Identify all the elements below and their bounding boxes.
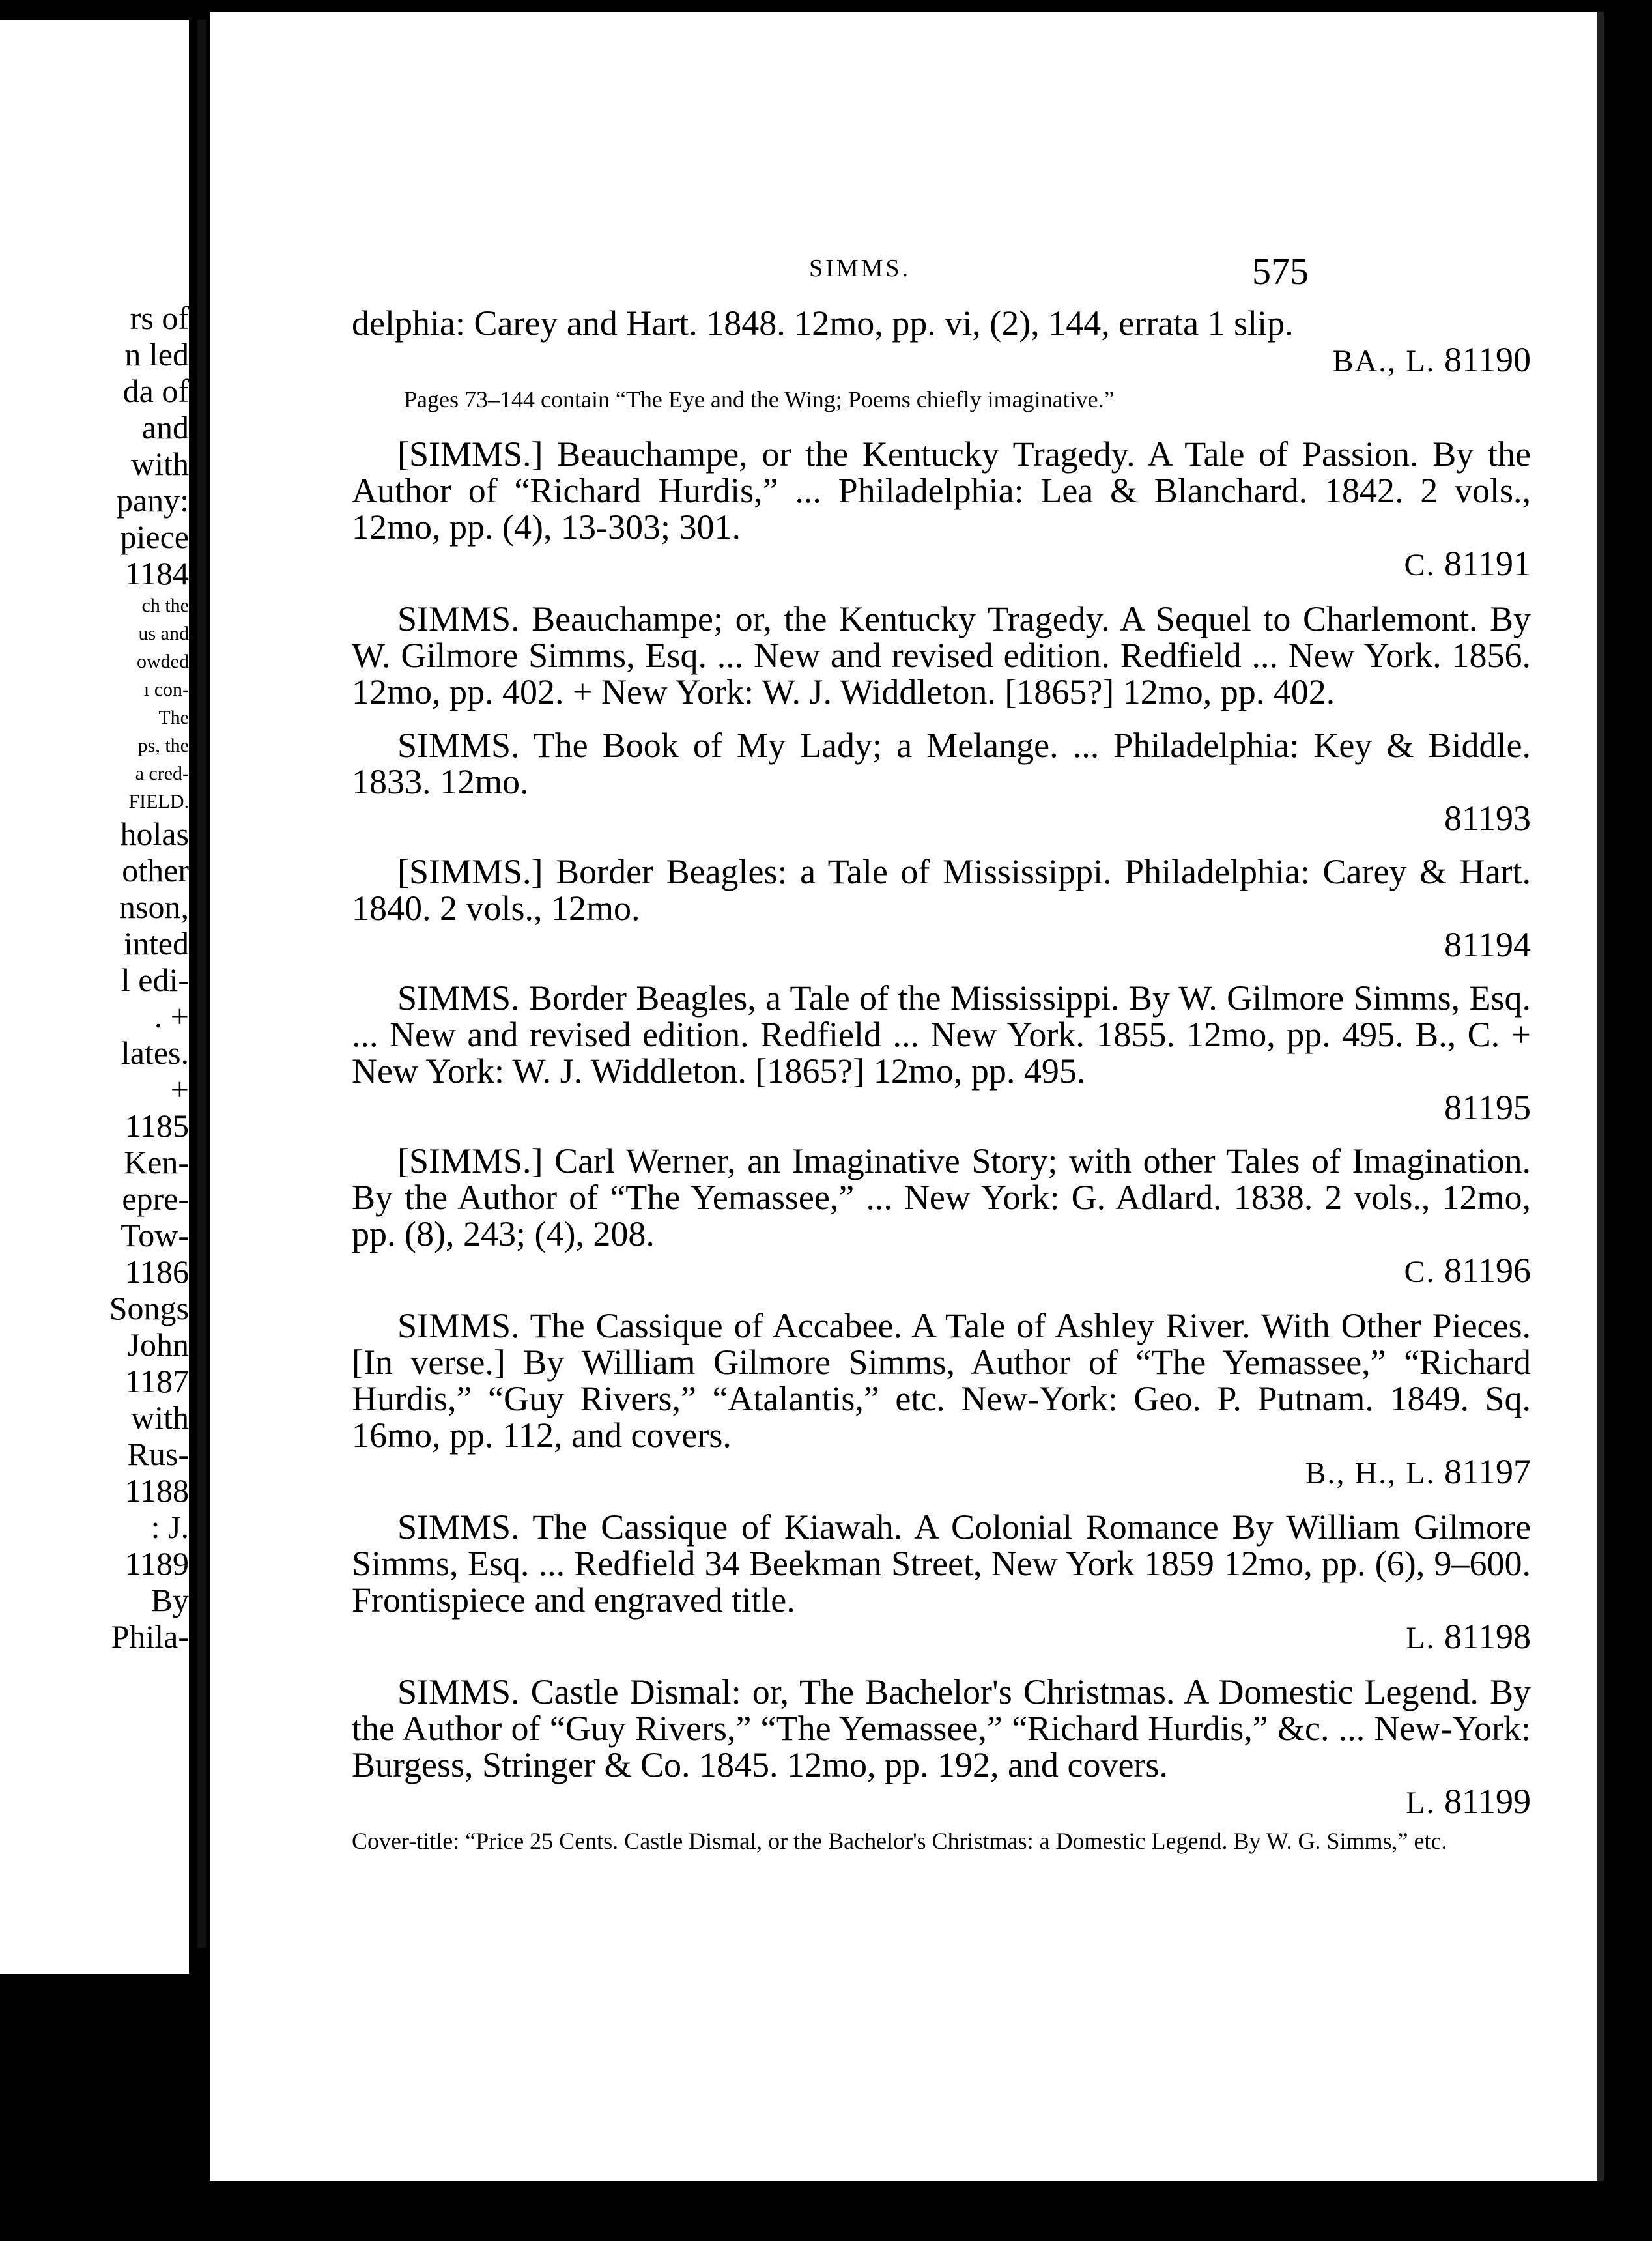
facing-page-line: 1185 [124, 1107, 189, 1144]
facing-page-line: Tow- [121, 1217, 189, 1253]
bibliography-entry [352, 853, 1531, 963]
entry-note: Cover-title: “Price 25 Cents. Castle Dismal, or the Bachelor's Christmas: a Domestic Legend. By W. G. Simms,” etc. [352, 1828, 1447, 1854]
facing-page-line: rs of [130, 300, 189, 336]
facing-page-line: us and [138, 623, 189, 644]
entry-reference [352, 545, 1531, 584]
entry-reference [352, 800, 1531, 836]
facing-page-line: inted [124, 925, 189, 962]
facing-page-line: The [158, 707, 189, 728]
facing-page-line: ps, the [137, 735, 189, 756]
entry-reference [352, 1252, 1531, 1291]
facing-page-line: ı con- [143, 679, 189, 700]
facing-page-line: da of [122, 373, 189, 409]
facing-page-line: 1186 [124, 1253, 189, 1290]
facing-page-text [72, 300, 189, 1655]
library-sigla: BA., L. [1332, 344, 1436, 378]
library-sigla: B., H., L. [1305, 1456, 1436, 1491]
library-sigla: C. [1404, 548, 1436, 582]
facing-page-line: Phila- [111, 1618, 189, 1655]
library-sigla: L. [1406, 1621, 1436, 1655]
entry-text: SIMMS. The Book of My Lady; a Melange. ... Philadelphia: Key & Biddle. 1833. 12mo. [352, 726, 1531, 801]
facing-page-line: owded [137, 651, 189, 672]
facing-page-line: with [131, 1399, 189, 1436]
facing-page-line: lates. [121, 1035, 189, 1071]
facing-page-line: + [170, 1071, 189, 1107]
entry-reference [352, 926, 1531, 963]
entry-number: 81195 [1444, 1088, 1531, 1127]
facing-page-line: Songs [109, 1290, 189, 1326]
entry-text: [SIMMS.] Carl Werner, an Imaginative Story; with other Tales of Imagination. By the Author of “The Yemassee,” ... New York: G. Adlard. 1838. 2 vols., 12mo, pp. (8), 243; (4), 208. [352, 1141, 1531, 1253]
facing-page-line: pany: [116, 482, 189, 519]
entry-number: 81194 [1444, 925, 1531, 964]
entry-number: 81190 [1444, 340, 1531, 379]
entry-text: SIMMS. Castle Dismal: or, The Bachelor's Christmas. A Domestic Legend. By the Author of “Guy Rivers,” “The Yemassee,” “Richard Hurdis,” &c. ... New-York: Burgess, Stringer & Co. 1845. 12mo, pp. 192, and covers. [352, 1672, 1531, 1784]
bibliography-entry [352, 1674, 1531, 1855]
library-sigla: C. [1404, 1255, 1436, 1289]
facing-page-line: 1188 [124, 1472, 189, 1509]
facing-page-fragment [0, 20, 189, 1974]
facing-page-line: 1189 [124, 1545, 189, 1582]
bibliography-entry [352, 601, 1531, 710]
entry-text: SIMMS. Border Beagles, a Tale of the Mississippi. By W. Gilmore Simms, Esq. ... New and revised edition. Redfield ... New York. 1855. 12mo, pp. 495. B., C. + New York: W. J. Widdleton. [1865?] 12mo, pp. 495. [352, 978, 1531, 1091]
page-gutter [197, 20, 206, 1948]
bibliography-entry [352, 980, 1531, 1126]
entry-text: delphia: Carey and Hart. 1848. 12mo, pp. vi, (2), 144, errata 1 slip. [352, 304, 1294, 343]
running-head: SIMMS. [809, 255, 911, 282]
page-number: 575 [1252, 250, 1309, 293]
facing-page-line: FIELD. [128, 791, 189, 812]
bibliography-entry [352, 436, 1531, 584]
facing-page-line: Rus- [127, 1436, 189, 1472]
entry-text: SIMMS. The Cassique of Kiawah. A Colonial Romance By William Gilmore Simms, Esq. ... Redfield 34 Beekman Street, New York 1859 12mo, pp. (6), 9–600. Frontispiece and engraved title. [352, 1507, 1531, 1620]
facing-page-line: Ken- [124, 1144, 189, 1180]
facing-page-line: ch the [141, 595, 189, 616]
bibliography-entry [352, 727, 1531, 836]
entry-text: [SIMMS.] Beauchampe, or the Kentucky Tragedy. A Tale of Passion. By the Author of “Richard Hurdis,” ... Philadelphia: Lea & Blanchard. 1842. 2 vols., 12mo, pp. (4), 13-303; 301. [352, 435, 1531, 547]
bibliography-entry [352, 305, 1531, 414]
facing-page-line: l edi- [121, 962, 189, 998]
entry-text: SIMMS. The Cassique of Accabee. A Tale of Ashley River. With Other Pieces. [In verse.] By William Gilmore Simms, Author of “The Yemassee,” “Richard Hurdis,” “Guy Rivers,” “Atalantis,” etc. New-York: Geo. P. Putnam. 1849. Sq. 16mo, pp. 112, and covers. [352, 1306, 1531, 1455]
facing-page-line: . + [154, 998, 189, 1035]
entry-number: 81197 [1444, 1452, 1531, 1491]
facing-page-line: n led [124, 336, 189, 373]
facing-page-line: John [127, 1326, 189, 1363]
entry-reference [352, 341, 1531, 380]
facing-page-line: 1187 [124, 1363, 189, 1399]
entry-number: 81199 [1444, 1782, 1531, 1821]
facing-page-line: nson, [119, 889, 189, 925]
facing-page-line: holas [120, 816, 189, 852]
facing-page-line: piece [120, 519, 189, 555]
entry-number: 81196 [1444, 1251, 1531, 1290]
entry-note: Pages 73–144 contain “The Eye and the Wing; Poems chiefly imaginative.” [404, 386, 1115, 412]
facing-page-line: : J. [150, 1509, 189, 1545]
entry-reference [352, 1783, 1531, 1821]
facing-page-line: epre- [122, 1180, 189, 1217]
facing-page-line: 1184 [124, 555, 189, 592]
facing-page-line: By [150, 1582, 189, 1618]
bibliography-entry [352, 1143, 1531, 1291]
entry-reference [352, 1453, 1531, 1492]
entry-text: SIMMS. Beauchampe; or, the Kentucky Tragedy. A Sequel to Charlemont. By W. Gilmore Simms, Esq. ... New and revised edition. Redfield ... New York. 1856. 12mo, pp. 402. + New York: W. J. Widdleton. [1865?] 12mo, pp. 402. [352, 599, 1531, 711]
facing-page-line: a cred- [135, 763, 189, 784]
library-sigla: L. [1406, 1786, 1436, 1820]
entry-text: [SIMMS.] Border Beagles: a Tale of Mississippi. Philadelphia: Carey & Hart. 1840. 2 vols., 12mo. [352, 852, 1531, 928]
entry-reference [352, 1089, 1531, 1126]
page-header [210, 227, 1604, 293]
facing-page-line: other [122, 852, 189, 889]
entry-number: 81191 [1444, 544, 1531, 583]
facing-page-line: and [141, 409, 189, 446]
entry-reference [352, 1618, 1531, 1657]
bibliography-entry [352, 1509, 1531, 1657]
bibliography-entry [352, 1307, 1531, 1492]
entry-number: 81193 [1444, 799, 1531, 838]
bibliography-entries [352, 305, 1531, 1877]
book-page [210, 12, 1604, 2181]
entry-number: 81198 [1444, 1617, 1531, 1656]
facing-page-line: with [131, 446, 189, 482]
